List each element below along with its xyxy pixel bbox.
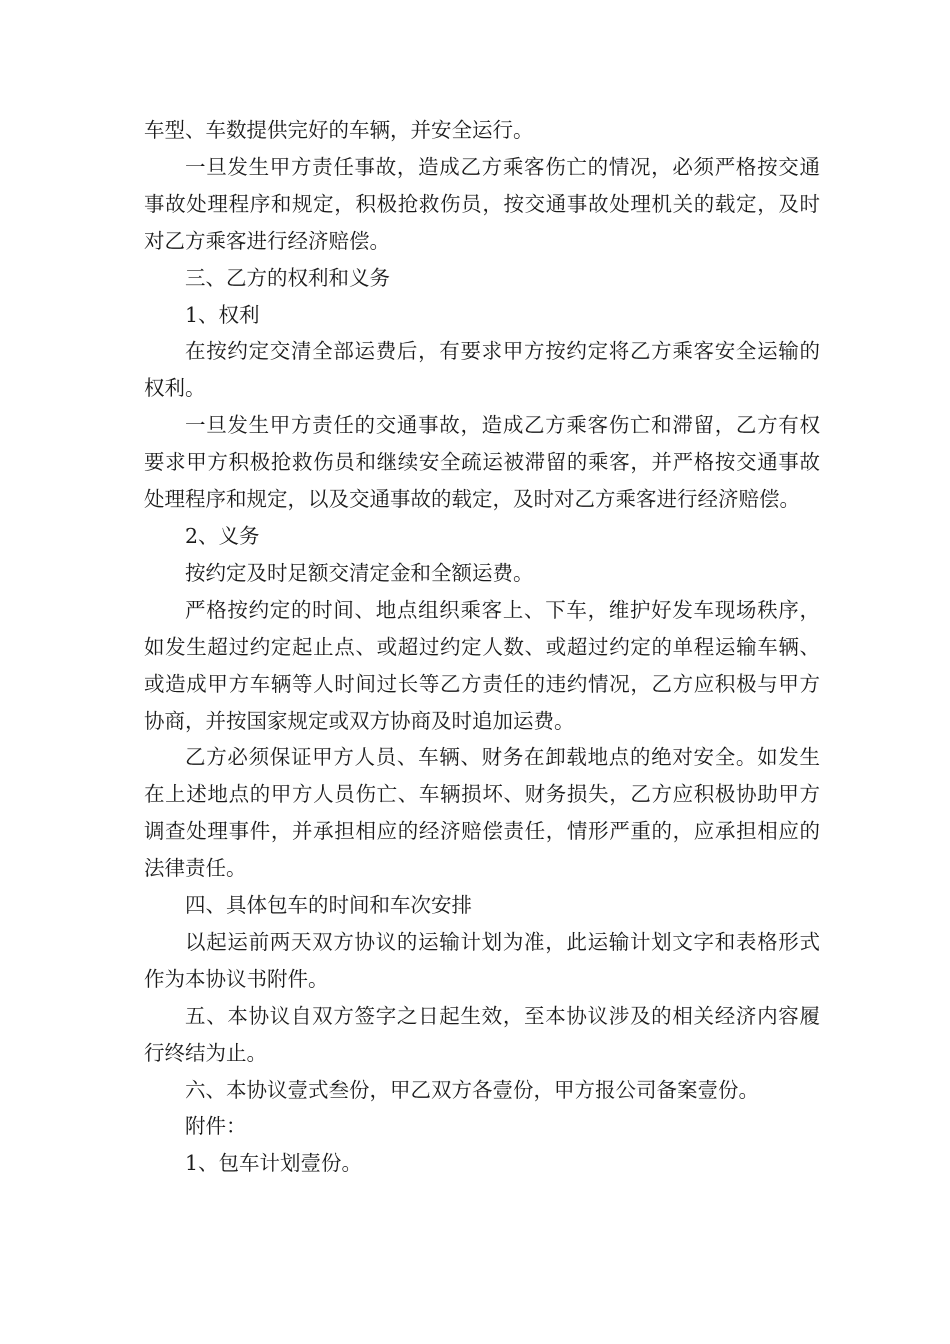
attachment-item: 1、包车计划壹份。 [185, 1151, 363, 1176]
attachments-label: 附件： [185, 1114, 247, 1139]
subheading-obligations: 2、义务 [185, 523, 260, 548]
paragraph-effective-date: 五、本协议自双方签字之日起生效，至本协议涉及的相关经济内容履行终结为止。 [144, 1003, 820, 1065]
paragraph-copies: 六、本协议壹式叁份，甲乙双方各壹份，甲方报公司备案壹份。 [185, 1077, 759, 1102]
paragraph-continuation: 车型、车数提供完好的车辆，并安全运行。 [144, 118, 534, 142]
section-heading-party-b-rights-obligations: 三、乙方的权利和义务 [185, 265, 390, 290]
paragraph-obligation-safety: 乙方必须保证甲方人员、车辆、财务在卸载地点的绝对安全。如发生在上述地点的甲方人员伤亡、车辆损坏、财务损失，乙方应积极协助甲方调查处理事件，并承担相应的经济赔偿责任，情形严重的，应承担相应的法律责任。 [144, 745, 820, 881]
paragraph-accident-liability: 一旦发生甲方责任事故，造成乙方乘客伤亡的情况，必须严格按交通事故处理程序和规定，积极抢救伤员，按交通事故处理机关的载定，及时对乙方乘客进行经济赔偿。 [144, 154, 820, 253]
document-page [144, 112, 820, 1182]
section-heading-schedule: 四、具体包车的时间和车次安排 [185, 893, 472, 918]
subheading-rights: 1、权利 [185, 302, 260, 327]
paragraph-right-safe-transport: 在按约定交清全部运费后，有要求甲方按约定将乙方乘客安全运输的权利。 [144, 339, 820, 401]
paragraph-right-compensation: 一旦发生甲方责任的交通事故，造成乙方乘客伤亡和滞留，乙方有权要求甲方积极抢救伤员和继续安全疏运被滞留的乘客，并严格按交通事故处理程序和规定，以及交通事故的载定，及时对乙方乘客进行经济赔偿。 [144, 413, 820, 512]
paragraph-transport-plan: 以起运前两天双方协议的运输计划为准，此运输计划文字和表格形式作为本协议书附件。 [144, 929, 820, 991]
paragraph-obligation-boarding-order: 严格按约定的时间、地点组织乘客上、下车，维护好发车现场秩序，如发生超过约定起止点、或超过约定人数、或超过约定的单程运输车辆、或造成甲方车辆等人时间过长等乙方责任的违约情况，乙方应积极与甲方协商，并按国家规定或双方协商及时追加运费。 [144, 597, 820, 733]
paragraph-obligation-payment: 按约定及时足额交清定金和全额运费。 [185, 560, 534, 585]
